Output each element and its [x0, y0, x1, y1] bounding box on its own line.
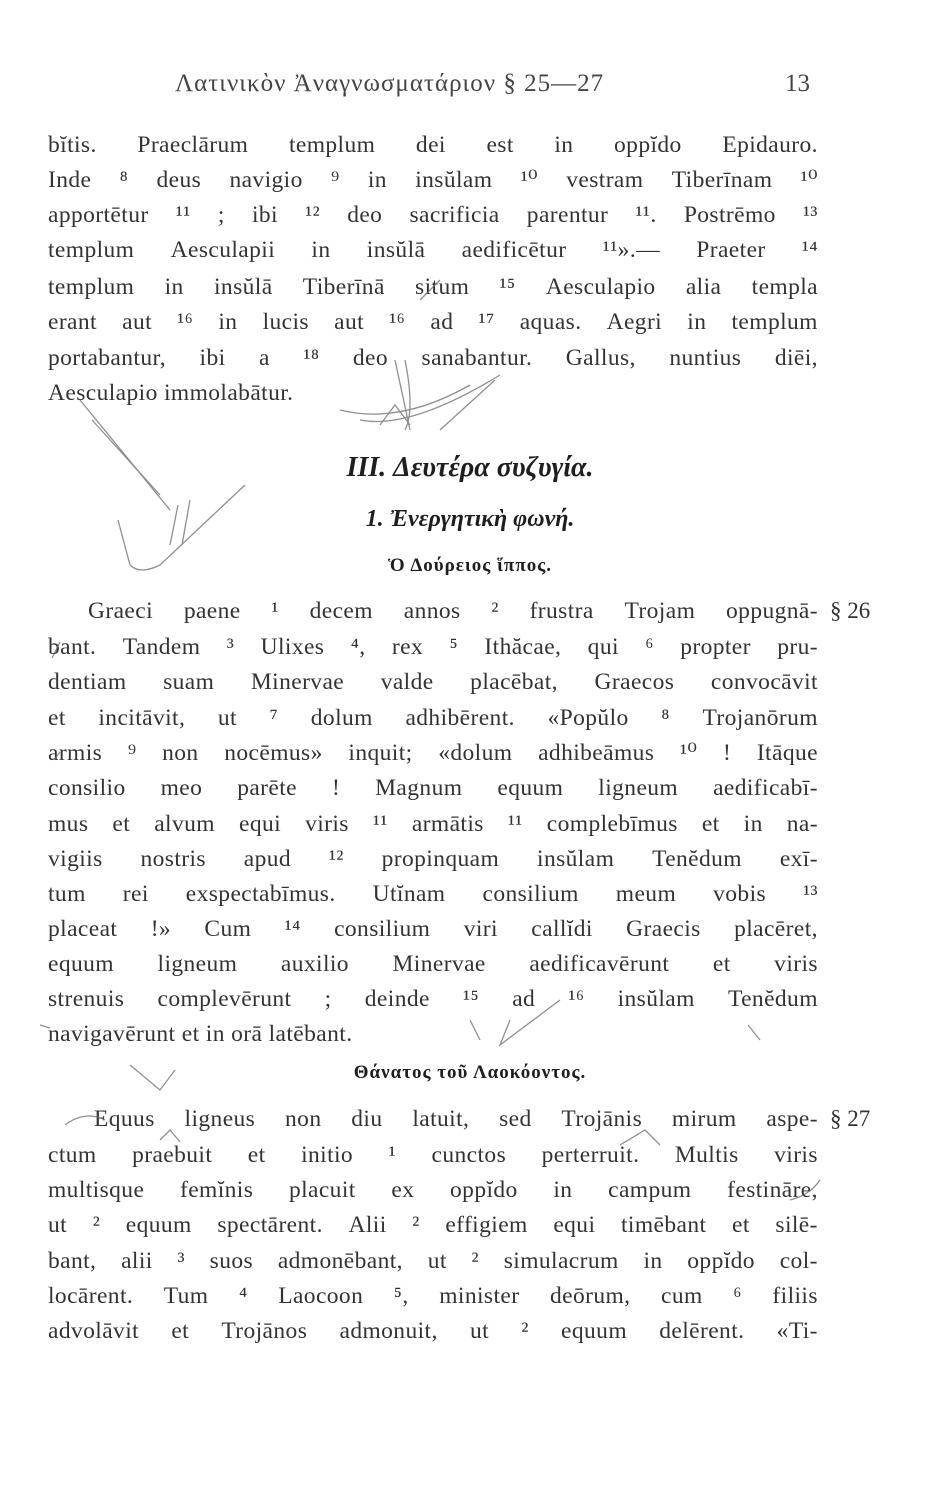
word: Multis — [674, 1142, 739, 1168]
word: ibi — [251, 202, 278, 228]
word: deo — [352, 345, 389, 371]
word: exspectabīmus. — [185, 881, 336, 907]
word: Laocoon — [278, 1283, 364, 1309]
word: annos — [403, 598, 461, 624]
word: ² — [92, 1212, 101, 1238]
word: ut — [470, 1318, 490, 1344]
word: Ulixes — [260, 634, 325, 660]
word: portabantur, — [48, 345, 167, 371]
text-line — [48, 235, 818, 265]
word: ligneum — [157, 951, 238, 977]
text-line — [48, 703, 818, 733]
word: dentiam — [48, 669, 127, 695]
word: aedificabī- — [713, 775, 818, 801]
word: non — [162, 740, 199, 766]
word: et — [732, 1212, 750, 1238]
word: strenuis — [48, 986, 125, 1012]
word: Cum — [204, 916, 252, 942]
word: ¹³ — [802, 202, 818, 228]
word: in — [554, 132, 574, 158]
word: mus — [48, 811, 89, 837]
word: in — [643, 1248, 663, 1274]
pencil-scribble — [380, 405, 410, 425]
word: multisque — [48, 1177, 145, 1203]
word: ligneus — [184, 1106, 256, 1132]
word: ¹¹ — [175, 202, 191, 228]
word: qui — [587, 634, 619, 660]
word: auxilio — [280, 951, 349, 977]
word: in — [218, 309, 238, 335]
word: ctum — [48, 1142, 97, 1168]
word: perterruit. — [541, 1142, 640, 1168]
text-line — [48, 1175, 818, 1205]
word: «Ti- — [776, 1318, 818, 1344]
text-line — [48, 632, 818, 662]
word: paene — [183, 598, 241, 624]
word: initio — [301, 1142, 354, 1168]
word: effigiem — [445, 1212, 528, 1238]
text-line — [88, 596, 818, 626]
word: in — [367, 167, 387, 193]
word: nuntius — [669, 345, 742, 371]
word: parentur — [526, 202, 609, 228]
word: Aegri — [606, 309, 663, 335]
text-line — [48, 272, 818, 302]
word: ⁴, — [350, 634, 366, 660]
text-line — [48, 809, 818, 839]
word: ¹⁵ — [463, 986, 480, 1012]
word: ¹⁰ — [680, 740, 698, 766]
word: oppĭdo — [614, 132, 682, 158]
word: ² — [491, 598, 499, 624]
word: ¹ — [388, 1142, 397, 1168]
word: est — [486, 132, 514, 158]
word: in — [164, 274, 184, 300]
word: lucis — [262, 309, 309, 335]
word: ¹⁴ — [284, 916, 301, 942]
section-mark: § 27 — [830, 1106, 871, 1131]
word: timēbant — [620, 1212, 707, 1238]
word: suos — [209, 1248, 254, 1274]
word: Utĭnam — [372, 881, 446, 907]
word: oppĭdo — [450, 1177, 518, 1203]
word: cunctos — [431, 1142, 507, 1168]
word: equum — [561, 1318, 628, 1344]
word: delērent. — [659, 1318, 745, 1344]
word: placēret, — [734, 916, 818, 942]
word: ¹⁸ — [303, 345, 320, 371]
word: ⁸ — [661, 705, 670, 731]
word: ¹⁴ — [801, 237, 818, 263]
word: situm — [415, 274, 470, 300]
text-line — [48, 165, 818, 195]
page-header — [0, 70, 940, 110]
word: spectārent. — [217, 1212, 323, 1238]
word: latuit, — [412, 1106, 470, 1132]
word: suam — [163, 669, 215, 695]
word: Tiberīnā — [302, 274, 385, 300]
word: Tenĕdum — [727, 986, 818, 1012]
word: pru- — [777, 634, 818, 660]
word: ³ — [177, 1248, 185, 1274]
word: placuit — [288, 1177, 356, 1203]
word: vobis — [713, 881, 767, 907]
text-line — [48, 307, 818, 337]
word: ibi — [199, 345, 226, 371]
word: silē- — [775, 1212, 818, 1238]
text-line — [94, 1104, 818, 1134]
word: Trojam — [624, 598, 696, 624]
word: festināre, — [727, 1177, 818, 1203]
running-head: Λατινικὸν Ἀναγνωσματάριον § 25—27 — [175, 70, 605, 97]
word: templa — [751, 274, 818, 300]
text-line-last: Aesculapio immolabātur. — [48, 380, 294, 406]
word: alii — [121, 1248, 153, 1274]
word: ¹⁵ — [499, 274, 516, 300]
word: armis — [48, 740, 103, 766]
word: Minervae — [250, 669, 345, 695]
word: adhibeāmus — [538, 740, 655, 766]
word: placeat — [48, 916, 118, 942]
word: ² — [471, 1248, 479, 1274]
word: ut — [48, 1212, 68, 1238]
word: ut — [217, 705, 237, 731]
word: Alii — [348, 1212, 387, 1238]
word: rex — [391, 634, 424, 660]
word: diu — [351, 1106, 383, 1132]
word: ¹ — [271, 598, 279, 624]
text-line — [48, 1316, 818, 1346]
word: et — [112, 811, 131, 837]
word: ! — [722, 740, 732, 766]
word: deōrum, — [550, 1283, 631, 1309]
word: ; — [324, 986, 332, 1012]
text-line — [48, 984, 818, 1014]
word: Trojānos — [221, 1318, 308, 1344]
word: templum — [48, 237, 135, 263]
word: insŭlam — [537, 846, 615, 872]
word: consilium — [334, 916, 431, 942]
word: valde — [380, 669, 434, 695]
word: inquit; — [348, 740, 413, 766]
word: Minervae — [392, 951, 486, 977]
word: in — [311, 237, 331, 263]
word: Itāque — [756, 740, 818, 766]
word: Tenĕdum — [652, 846, 742, 872]
word: aut — [122, 309, 153, 335]
word: Graecos — [594, 669, 675, 695]
word: templum — [288, 132, 376, 158]
word: «dolum — [438, 740, 513, 766]
word: nostris — [140, 846, 206, 872]
word: Postrēmo — [683, 202, 776, 228]
word: meum — [615, 881, 677, 907]
word: aut — [334, 309, 365, 335]
word: templum — [48, 274, 135, 300]
word: complebīmus — [546, 811, 678, 837]
word: equi — [553, 1212, 596, 1238]
word: in — [553, 1177, 573, 1203]
word: et — [171, 1318, 190, 1344]
word: Equus — [94, 1106, 155, 1132]
word: Praeclārum — [137, 132, 249, 158]
word: col- — [779, 1248, 818, 1274]
chapter-heading: III. Δευτέρα συζυγία. — [346, 452, 594, 483]
word: ⁴ — [239, 1283, 248, 1309]
word: dolum — [310, 705, 373, 731]
word: insŭlā — [366, 237, 426, 263]
word: decem — [309, 598, 373, 624]
word: viris — [305, 811, 349, 837]
word: ¹⁶ — [568, 986, 585, 1012]
word: Tandem — [122, 634, 201, 660]
word: admonēbant, — [277, 1248, 403, 1274]
word: ¹² — [305, 202, 321, 228]
word: equum — [125, 1212, 192, 1238]
word: tum — [48, 881, 86, 907]
word: convocāvit — [710, 669, 818, 695]
word: ⁹ — [127, 740, 137, 766]
section-heading: 1. Ἐνεργητικὴ φωνή. — [365, 506, 575, 532]
word: insŭlā — [213, 274, 273, 300]
word: ¹⁷ — [478, 309, 495, 335]
word: advolāvit — [48, 1318, 140, 1344]
word: complevērunt — [157, 986, 292, 1012]
word: simulacrum — [503, 1248, 619, 1274]
word: filiis — [772, 1283, 818, 1309]
word: ; — [217, 202, 225, 228]
word: «Popŭlo — [547, 705, 629, 731]
word: aedificavērunt — [529, 951, 670, 977]
word: armātis — [411, 811, 484, 837]
word: incitāvit, — [98, 705, 186, 731]
word: adhibērent. — [405, 705, 515, 731]
word: in — [743, 811, 763, 837]
word: Magnum — [375, 775, 463, 801]
word: ² — [412, 1212, 420, 1238]
word: diēi, — [774, 345, 818, 371]
text-line — [48, 343, 818, 373]
word: dei — [415, 132, 446, 158]
text-line — [48, 773, 818, 803]
word: insŭlam — [617, 986, 695, 1012]
word: mirum — [671, 1106, 737, 1132]
word: Graeci — [88, 598, 154, 624]
word: Trojānis — [561, 1106, 643, 1132]
text-line — [48, 1246, 818, 1276]
word: placēbat, — [470, 669, 558, 695]
word: propter — [680, 634, 751, 660]
word: apportētur — [48, 202, 149, 228]
story-title: Ὁ Δούρειος ἵππος. — [387, 555, 553, 576]
text-line — [48, 130, 818, 160]
word: Graecis — [626, 916, 701, 942]
word: templum — [731, 309, 818, 335]
word: Inde — [48, 167, 92, 193]
word: frustra — [529, 598, 594, 624]
word: apud — [243, 846, 292, 872]
word: oppugnā- — [726, 598, 818, 624]
word: Aesculapio — [545, 274, 656, 300]
word: ut — [427, 1248, 447, 1274]
word: callĭdi — [531, 916, 593, 942]
word: Gallus, — [565, 345, 636, 371]
word: Epidauro. — [722, 132, 818, 158]
text-line — [48, 1140, 818, 1170]
word: alia — [685, 274, 722, 300]
word: Ithăcae, — [484, 634, 562, 660]
text-line — [48, 1281, 818, 1311]
text-line — [48, 1210, 818, 1240]
word: ² — [521, 1318, 529, 1344]
word: insŭlam — [415, 167, 493, 193]
word: a — [259, 345, 270, 371]
word: !» — [150, 916, 172, 942]
word: ex — [391, 1177, 415, 1203]
word: minister — [439, 1283, 520, 1309]
text-line — [48, 667, 818, 697]
word: sanabantur. — [421, 345, 533, 371]
word: ³ — [226, 634, 235, 660]
word: aquas. — [519, 309, 582, 335]
word: et — [48, 705, 66, 731]
word: ¹¹. — [635, 202, 657, 228]
word: ¹⁰ — [520, 167, 538, 193]
word: non — [285, 1106, 322, 1132]
word: in — [687, 309, 707, 335]
word: ! — [331, 775, 341, 801]
word: ¹¹ — [507, 811, 523, 837]
word: na- — [786, 811, 818, 837]
word: oppĭdo — [687, 1248, 755, 1274]
word: ⁸ — [119, 167, 129, 193]
word: ¹⁶ — [389, 309, 406, 335]
word: equum — [48, 951, 114, 977]
word: femĭnis — [179, 1177, 254, 1203]
word: sed — [499, 1106, 532, 1132]
word: viri — [463, 916, 498, 942]
word: erant — [48, 309, 97, 335]
word: bant, — [48, 1248, 97, 1274]
word: Trojanōrum — [702, 705, 818, 731]
word: ⁹ — [331, 167, 340, 193]
word: nocēmus» — [224, 740, 323, 766]
word: viris — [774, 1142, 818, 1168]
word: vigiis — [48, 846, 103, 872]
word: ⁷ — [269, 705, 279, 731]
story-title: Θάνατος τοῦ Λαοκόοντος. — [353, 1062, 587, 1083]
word: rei — [122, 881, 149, 907]
word: propinquam — [381, 846, 500, 872]
word: et — [701, 811, 720, 837]
word: ¹¹».— — [602, 237, 660, 263]
word: ad — [512, 986, 536, 1012]
word: exī- — [779, 846, 818, 872]
word: ⁵, — [393, 1283, 409, 1309]
word: locārent. — [48, 1283, 134, 1309]
word: equi — [238, 811, 282, 837]
word: ¹⁶ — [177, 309, 194, 335]
word: bĭtis. — [48, 132, 97, 158]
word: bant. — [48, 634, 97, 660]
text-line — [48, 844, 818, 874]
text-line — [48, 200, 818, 230]
word: et — [247, 1142, 266, 1168]
word: ligneum — [598, 775, 679, 801]
word: vestram — [566, 167, 644, 193]
text-line-last: navigavērunt et in orā latēbant. — [48, 1021, 353, 1047]
word: sacrificia — [409, 202, 500, 228]
word: ¹² — [328, 846, 344, 872]
text-line — [48, 879, 818, 909]
word: aedificētur — [461, 237, 567, 263]
word: Tum — [163, 1283, 209, 1309]
text-line — [48, 738, 818, 768]
word: alvum — [154, 811, 215, 837]
word: campum — [608, 1177, 692, 1203]
word: praebuit — [132, 1142, 213, 1168]
word: deo — [347, 202, 383, 228]
word: deus — [156, 167, 202, 193]
word: meo — [160, 775, 203, 801]
word: navigio — [229, 167, 303, 193]
word: admonuit, — [339, 1318, 438, 1344]
word: ad — [430, 309, 454, 335]
page-number: 13 — [785, 70, 810, 97]
word: ⁵ — [449, 634, 459, 660]
word: consilium — [482, 881, 579, 907]
word: consilio — [48, 775, 126, 801]
word: Praeter — [696, 237, 766, 263]
text-line — [48, 949, 818, 979]
word: cum — [661, 1283, 703, 1309]
word: Tiberīnam — [671, 167, 773, 193]
word: ⁶ — [733, 1283, 742, 1309]
word: ¹⁰ — [800, 167, 818, 193]
word: et — [712, 951, 731, 977]
section-mark: § 26 — [830, 598, 871, 623]
word: ⁶ — [645, 634, 654, 660]
text-line — [48, 914, 818, 944]
word: ¹³ — [803, 881, 818, 907]
word: deinde — [364, 986, 430, 1012]
word: ¹¹ — [372, 811, 388, 837]
word: viris — [774, 951, 818, 977]
word: aspe- — [766, 1106, 818, 1132]
word: Aesculapii — [170, 237, 276, 263]
word: parēte — [237, 775, 297, 801]
word: equum — [497, 775, 564, 801]
